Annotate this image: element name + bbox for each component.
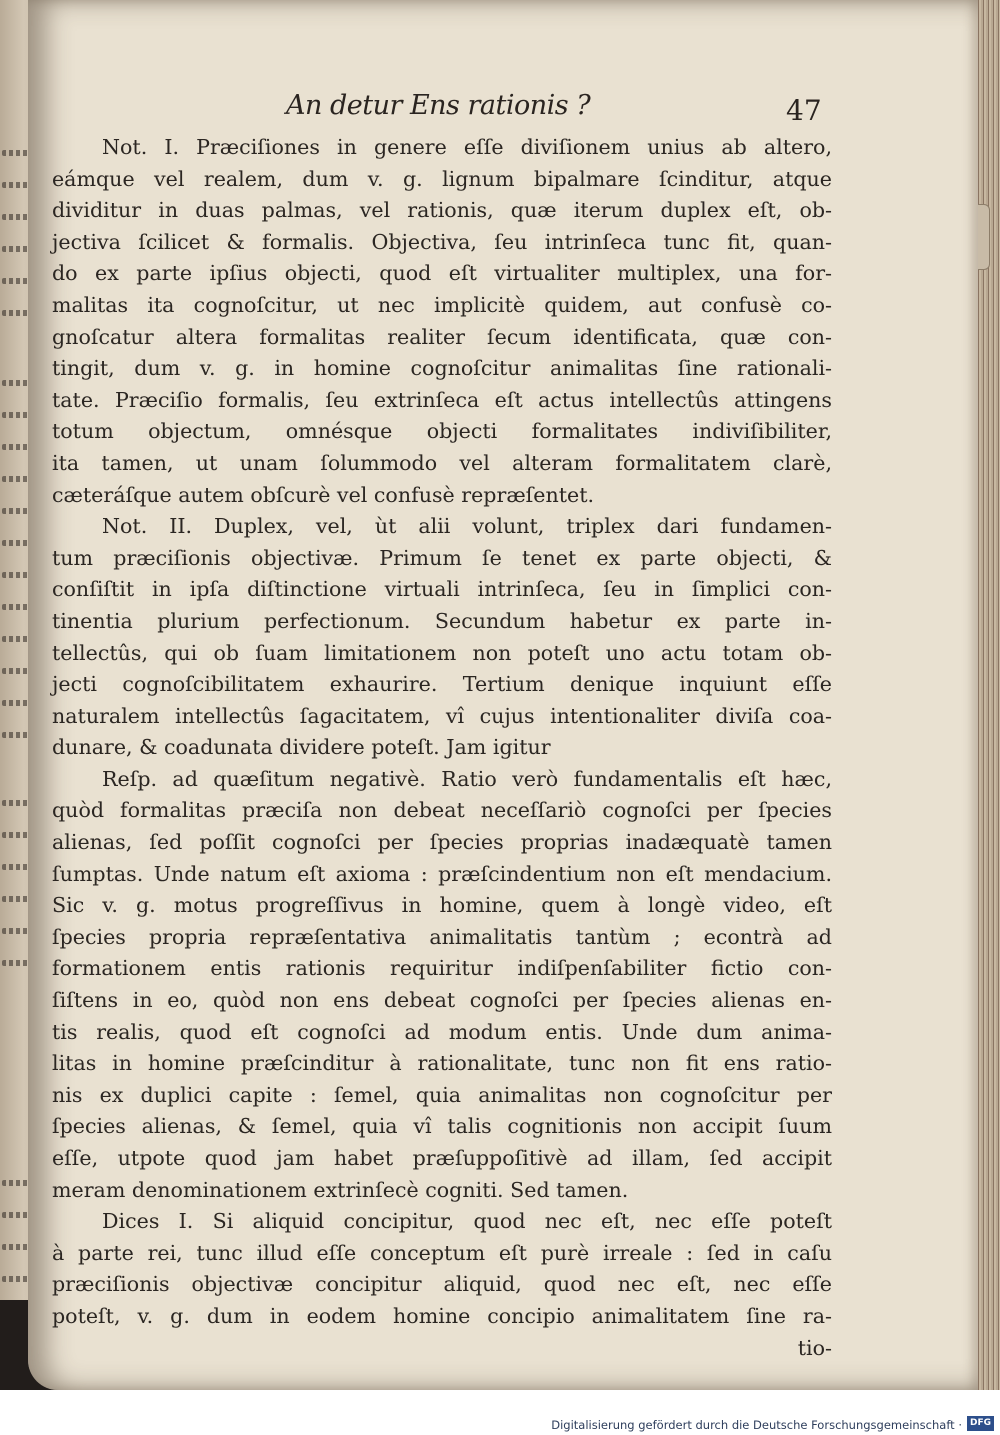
running-head-title: An detur Ens rationis ? [286,90,591,121]
text-line: nis ex duplici capite : ſemel, quia animalitas non cognoſcitur per [52,1082,832,1107]
catchword: tio- [797,1335,832,1360]
text-line: tinentia plurium perfectionum. Secundum habetur ex parte in- [52,608,832,633]
text-line: eámque vel realem, dum v. g. lignum bipalmare ſcinditur, atque [52,166,832,191]
text-line: præciſionis objectivæ concipitur aliquid, quod nec eſt, nec eſſe [52,1272,832,1297]
text-line: jectiva ſcilicet & formalis. Objectiva, ſeu intrinſeca tunc fit, quan- [52,229,832,254]
text-line: litas in homine præſcinditur à rationalitate, tunc non fit ens ratio- [52,1051,832,1076]
text-line: cæteráſque autem obſcurè vel confusè repræſentet. [52,482,595,507]
text-line: conſiſtit in ipſa diſtinctione virtuali intrinſeca, ſeu in ſimplici con- [52,577,832,602]
text-line: Not. II. Duplex, vel, ùt alii volunt, triplex dari fundamen- [102,514,832,539]
text-line: malitas ita cognoſcitur, ut nec implicitè quidem, aut confusè co- [52,292,832,317]
text-line: eſſe, utpote quod jam habet præſuppoſitivè ad illam, ſed accipit [52,1146,832,1170]
page-number: 47 [786,94,822,127]
funding-credit: Digitalisierung gefördert durch die Deutsche Forschungsgemeinschaft · [551,1418,962,1432]
text-line: jecti cognoſcibilitatem exhaurire. Tertium denique inquiunt eſſe [52,672,832,697]
text-line: formationem entis rationis requiritur indiſpenſabiliter fictio con- [52,956,832,981]
digitization-footer [0,1390,1000,1435]
text-line: alienas, ſed poſſit cognoſci per ſpecies proprias inadæquatè tamen [52,830,832,855]
text-line: Reſp. ad quæſitum negativè. Ratio verò fundamentalis eſt hæc, [102,766,832,791]
text-line: meram denominationem extrinſecè cogniti. Sed tamen. [52,1177,629,1202]
text-line: tingit, dum v. g. in homine cognoſcitur animalitas ſine rationali- [52,356,832,381]
running-head [0,90,1000,130]
text-line: tis realis, quod eſt cognoſci ad modum entis. Unde dum anima- [52,1019,832,1044]
text-line: Not. I. Præciſiones in genere eſſe diviſionem unius ab altero, [102,135,832,159]
dfg-logo: DFG [967,1416,994,1431]
text-line: Sic v. g. motus progreſſivus in homine, quem à longè video, eſt [52,893,832,918]
text-line: tate. Præciſio formalis, ſeu extrinſeca eſt actus intellectûs attingens [52,387,832,412]
text-line: dunare, & coadunata dividere poteſt. Jam igitur [52,735,551,760]
text-line: Dices I. Si aliquid concipitur, quod nec eſt, nec eſſe poteſt [102,1209,832,1234]
page-body-text [52,132,832,1364]
text-line: dividitur in duas palmas, vel rationis, quæ iterum duplex eſt, ob- [52,198,832,223]
text-line: ita tamen, ut unam ſolummodo vel alteram formalitatem clarè, [52,450,832,475]
text-line: ſpecies alienas, & ſemel, quia vî talis cognitionis non accipit ſuum [52,1114,832,1139]
text-line: quòd formalitas præciſa non debeat neceſſariò cognoſci per ſpecies [52,798,832,823]
text-line: tum præciſionis objectivæ. Primum ſe tenet ex parte objecti, & [52,545,832,570]
text-line: à parte rei, tunc illud eſſe conceptum eſt purè irreale : ſed in caſu [52,1240,832,1265]
text-line: tellectûs, qui ob ſuam limitationem non poteſt uno actu totam ob- [52,640,832,665]
text-line: ſpecies propria repræſentativa animalitatis tantùm ; econtrà ad [52,924,832,949]
text-line: naturalem intellectûs ſagacitatem, vî cujus intentionaliter diviſa coa- [52,703,832,728]
text-line: ſiſtens in eo, quòd non ens debeat cognoſci per ſpecies alienas en- [52,988,832,1013]
text-line: totum objectum, omnésque objecti formalitates indiviſibiliter, [52,419,832,444]
text-line: do ex parte ipſius objecti, quod eſt virtualiter multiplex, una for- [52,261,832,286]
text-line: poteſt, v. g. dum in eodem homine concipio animalitatem ſine ra- [52,1303,832,1328]
text-line: gnoſcatur altera formalitas realiter ſecum identificata, quæ con- [52,324,832,349]
text-line: ſumptas. Unde natum eſt axioma : præſcindentium non eſt mendacium. [52,861,832,886]
